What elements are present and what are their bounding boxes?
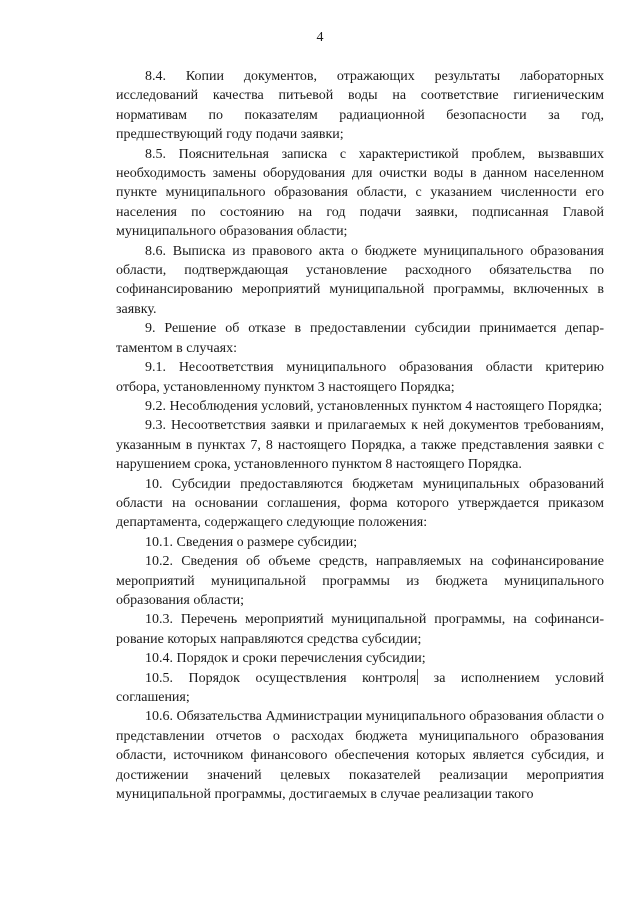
paragraph-10-3: 10.3. Перечень мероприятий муниципальной программы, на софинансирование которых направляются средства субсидии;	[116, 612, 604, 647]
document-body	[116, 67, 604, 804]
paragraph-9-1: 9.1. Несоответствия муниципального образования области критерию отбора, установленному пунктом 3 настоящего Порядка;	[116, 360, 604, 395]
paragraph-8-4: 8.4. Копии документов, отражающих результаты лабораторных исследований качества питьевой воды на соответствие гигиеническим нормативам по показателям радиационной безопасности за год, предшествующий году подачи заявки;	[116, 69, 604, 143]
paragraph-10-5	[116, 669, 604, 708]
paragraph-10-5-start: 10.5. Порядок осуществления контроля	[145, 670, 417, 686]
paragraph-9: 9. Решение об отказе в предоставлении субсидии принимается департаментом в случаях:	[116, 321, 604, 356]
paragraph-10-4: 10.4. Порядок и сроки перечисления субсидии;	[145, 651, 426, 667]
page-number: 4	[316, 30, 324, 45]
paragraph-10: 10. Субсидии предоставляются бюджетам муниципальных образований области на основании соглашения, форма которого утверждается приказом департамента, содержащего следующие положения:	[116, 476, 604, 531]
paragraph-9-2: 9.2. Несоблюдения условий, установленных пунктом 4 настоящего Порядка;	[145, 398, 603, 414]
paragraph-10-5-end: за исполнением условий соглашения;	[116, 670, 604, 705]
paragraph-8-5: 8.5. Пояснительная записка с характеристикой проблем, вызвавших необходимость замены оборудования для очистки воды в данном населенном пункте муниципального образования области, с указанием численности его населения по состоянию на год подачи заявки, подписанная Главой муниципального образования области;	[116, 146, 604, 240]
paragraph-9-3: 9.3. Несоответствия заявки и прилагаемых к ней документов требованиям, указанным в пунктах 7, 8 настоящего Порядка, а также представления заявки с нарушением срока, установленного пунктом 8 настоящего Порядка.	[116, 418, 604, 473]
paragraph-10-6: 10.6. Обязательства Администрации муниципального образования области о представлении отчетов о расходах бюджета муниципального образования области, источником финансового обеспечения которых является субсидия, и достижении значений целевых показателей реализации мероприятия муниципальной программы, достигаемых в случае реализации такого	[116, 709, 604, 803]
paragraph-10-2: 10.2. Сведения об объеме средств, направляемых на софинансирование мероприятий муниципальной программы из бюджета муниципального образования области;	[116, 554, 604, 608]
paragraph-8-6: 8.6. Выписка из правового акта о бюджете муниципального образования области, подтверждающая установление расходного обязательства по софинансированию мероприятий муниципальной программы, включенных в заявку.	[116, 243, 604, 317]
paragraph-10-1: 10.1. Сведения о размере субсидии;	[145, 534, 358, 550]
